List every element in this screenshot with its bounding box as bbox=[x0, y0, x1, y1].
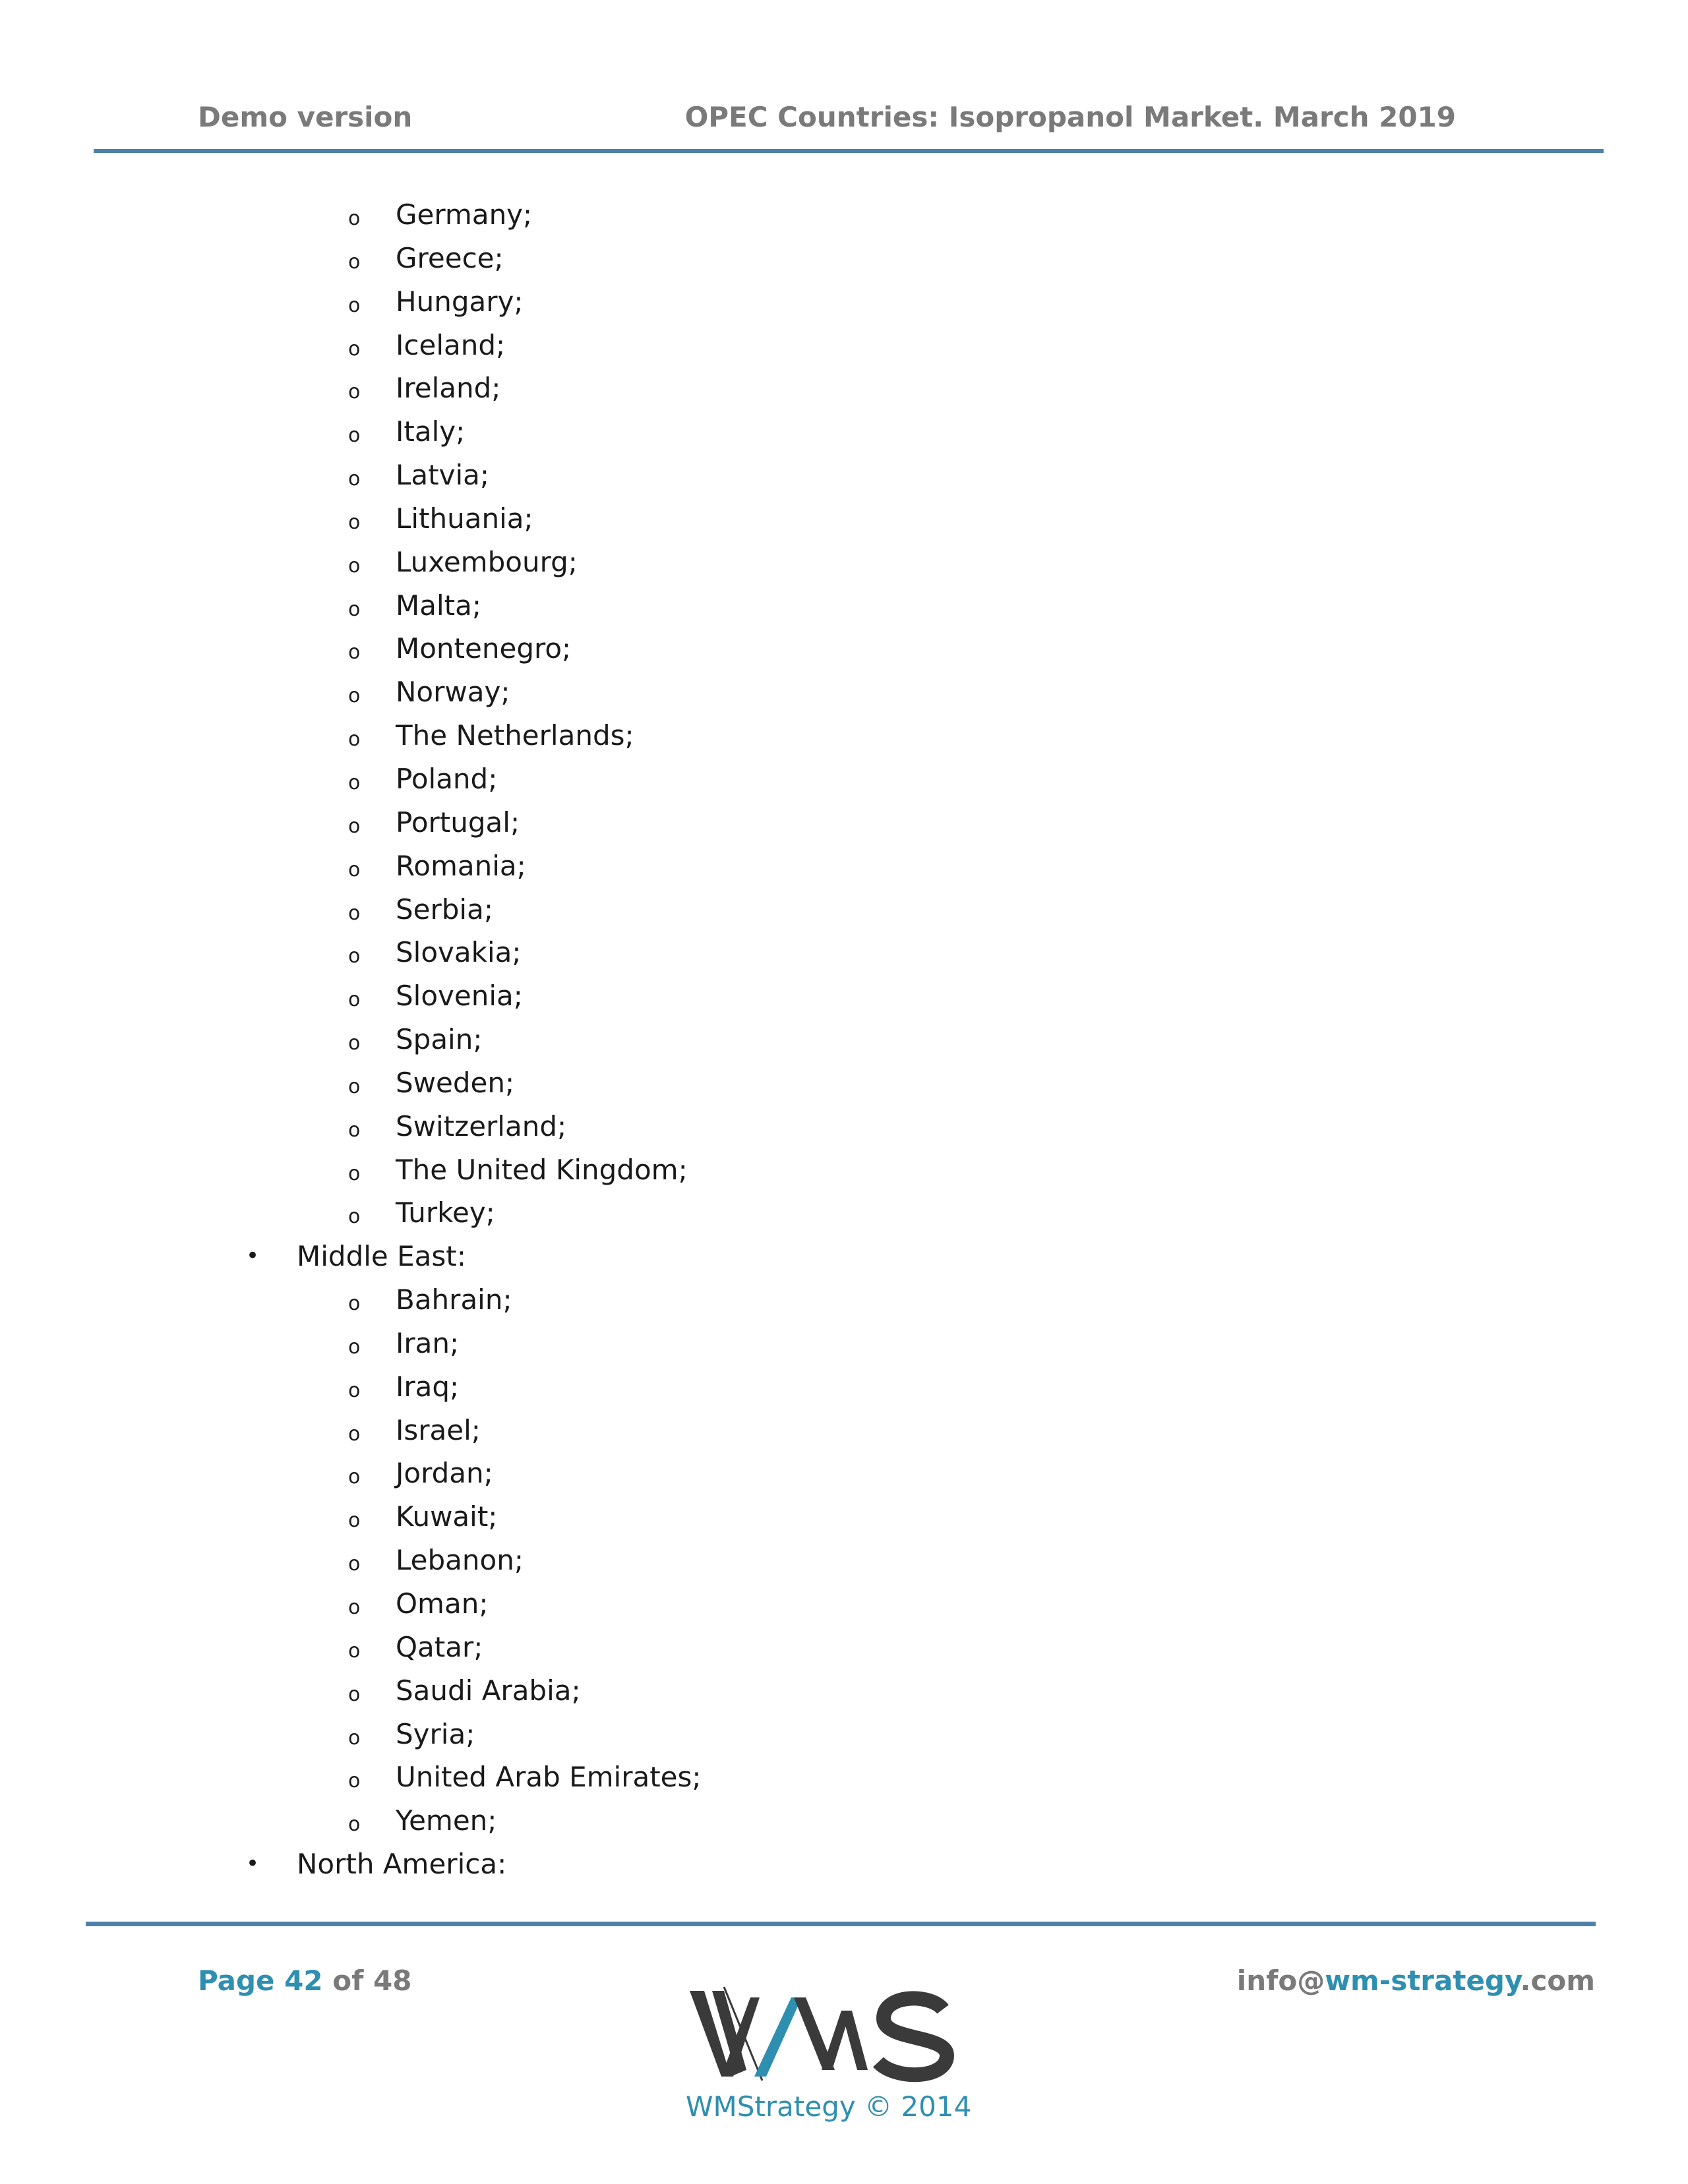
circle-bullet-icon: o bbox=[348, 1813, 361, 1837]
circle-bullet-icon: o bbox=[348, 1075, 361, 1098]
list-item bbox=[0, 627, 1688, 670]
page-total: 48 bbox=[373, 1964, 412, 1997]
list-item-text: Italy; bbox=[396, 415, 466, 448]
header-demo-label: Demo version bbox=[198, 101, 413, 133]
bullet-icon: • bbox=[246, 1850, 260, 1877]
list-item bbox=[0, 1669, 1688, 1713]
list-item bbox=[0, 1495, 1688, 1539]
circle-bullet-icon: o bbox=[348, 1769, 361, 1793]
circle-bullet-icon: o bbox=[348, 1639, 361, 1663]
circle-bullet-icon: o bbox=[348, 1292, 361, 1316]
list-item bbox=[0, 757, 1688, 801]
page-counter bbox=[198, 1961, 411, 2001]
list-item-text: Romania; bbox=[396, 849, 526, 882]
list-item-text: Montenegro; bbox=[396, 632, 572, 665]
circle-bullet-icon: o bbox=[348, 467, 361, 491]
list-item-text: Hungary; bbox=[396, 285, 524, 318]
circle-bullet-icon: o bbox=[348, 1335, 361, 1359]
circle-bullet-icon: o bbox=[348, 728, 361, 752]
circle-bullet-icon: o bbox=[348, 988, 361, 1012]
list-item-text: Yemen; bbox=[396, 1804, 497, 1837]
header-divider bbox=[94, 149, 1604, 153]
list-item-text: The Netherlands; bbox=[396, 719, 634, 752]
circle-bullet-icon: o bbox=[348, 337, 361, 361]
list-item-text: Lithuania; bbox=[396, 502, 533, 535]
circle-bullet-icon: o bbox=[348, 814, 361, 838]
list-item-text: Latvia; bbox=[396, 459, 490, 492]
list-item bbox=[0, 1061, 1688, 1105]
page-word: Page bbox=[198, 1964, 275, 1997]
circle-bullet-icon: o bbox=[348, 945, 361, 968]
list-item-text: Luxembourg; bbox=[396, 545, 578, 578]
circle-bullet-icon: o bbox=[348, 684, 361, 708]
list-item-text: Greece; bbox=[396, 241, 504, 274]
list-item-text: Germany; bbox=[396, 198, 533, 231]
wms-logo bbox=[686, 1971, 963, 2096]
email-user: info@ bbox=[1236, 1964, 1325, 1997]
circle-bullet-icon: o bbox=[348, 1422, 361, 1446]
circle-bullet-icon: o bbox=[348, 1205, 361, 1229]
contact-email bbox=[1237, 1961, 1595, 2001]
list-item-text: Saudi Arabia; bbox=[396, 1674, 581, 1707]
list-item bbox=[0, 367, 1688, 410]
logo-caption: WMStrategy © 2014 bbox=[686, 2090, 972, 2123]
list-item-text: Oman; bbox=[396, 1587, 489, 1620]
circle-bullet-icon: o bbox=[348, 771, 361, 794]
list-item bbox=[0, 497, 1688, 541]
circle-bullet-icon: o bbox=[348, 380, 361, 404]
list-item-text: Poland; bbox=[396, 762, 498, 795]
list-item-text: Slovakia; bbox=[396, 936, 522, 969]
circle-bullet-icon: o bbox=[348, 293, 361, 317]
list-item bbox=[0, 1713, 1688, 1756]
list-item-text: Middle East: bbox=[297, 1240, 466, 1273]
circle-bullet-icon: o bbox=[348, 1596, 361, 1619]
list-item bbox=[0, 410, 1688, 454]
header-document-title: OPEC Countries: Isopropanol Market. March 2019 bbox=[684, 101, 1456, 133]
list-item bbox=[0, 1409, 1688, 1452]
list-item-text: United Arab Emirates; bbox=[396, 1761, 702, 1794]
list-item bbox=[0, 1322, 1688, 1365]
list-item bbox=[0, 454, 1688, 497]
list-item-text: Malta; bbox=[396, 589, 481, 622]
circle-bullet-icon: o bbox=[348, 1726, 361, 1750]
list-item-text: Lebanon; bbox=[396, 1544, 524, 1577]
circle-bullet-icon: o bbox=[348, 1509, 361, 1533]
circle-bullet-icon: o bbox=[348, 1118, 361, 1142]
list-item-text: Sweden; bbox=[396, 1066, 515, 1099]
list-item bbox=[0, 541, 1688, 584]
list-item bbox=[0, 670, 1688, 714]
list-item-text: Spain; bbox=[396, 1023, 483, 1056]
list-item-text: North America: bbox=[297, 1848, 507, 1881]
list-item-text: Serbia; bbox=[396, 893, 493, 926]
list-item bbox=[0, 1365, 1688, 1409]
list-item-text: Slovenia; bbox=[396, 980, 523, 1013]
list-item bbox=[0, 1799, 1688, 1843]
list-item-heading bbox=[0, 1235, 1688, 1278]
list-item bbox=[0, 714, 1688, 757]
bullet-icon: • bbox=[246, 1243, 260, 1270]
list-item-text: Israel; bbox=[396, 1413, 481, 1446]
list-item-text: Syria; bbox=[396, 1717, 475, 1750]
circle-bullet-icon: o bbox=[348, 1378, 361, 1402]
list-item-text: Jordan; bbox=[396, 1457, 493, 1490]
list-item-text: Qatar; bbox=[396, 1630, 483, 1663]
circle-bullet-icon: o bbox=[348, 207, 361, 230]
list-item-text: Bahrain; bbox=[396, 1284, 512, 1316]
circle-bullet-icon: o bbox=[348, 1682, 361, 1706]
list-item bbox=[0, 801, 1688, 844]
email-domain: wm-strategy bbox=[1325, 1964, 1521, 1997]
circle-bullet-icon: o bbox=[348, 1465, 361, 1489]
country-list bbox=[0, 193, 1688, 1886]
list-item bbox=[0, 844, 1688, 888]
list-item bbox=[0, 280, 1688, 324]
circle-bullet-icon: o bbox=[348, 1552, 361, 1576]
list-item-text: Kuwait; bbox=[396, 1500, 498, 1533]
of-word: of bbox=[332, 1964, 364, 1997]
wms-logo-mark bbox=[690, 1987, 947, 2081]
list-item-text: Portugal; bbox=[396, 806, 520, 839]
circle-bullet-icon: o bbox=[348, 424, 361, 448]
circle-bullet-icon: o bbox=[348, 250, 361, 274]
list-item bbox=[0, 931, 1688, 974]
circle-bullet-icon: o bbox=[348, 510, 361, 534]
list-item-text: Iran; bbox=[396, 1326, 460, 1359]
list-item-text: The United Kingdom; bbox=[396, 1153, 688, 1186]
circle-bullet-icon: o bbox=[348, 554, 361, 577]
list-item bbox=[0, 1105, 1688, 1148]
list-item-text: Iceland; bbox=[396, 328, 506, 361]
list-item bbox=[0, 1756, 1688, 1799]
list-item bbox=[0, 324, 1688, 367]
list-item-text: Ireland; bbox=[396, 372, 501, 405]
list-item-text: Norway; bbox=[396, 676, 510, 709]
email-tld: .com bbox=[1520, 1964, 1595, 1997]
list-item-text: Iraq; bbox=[396, 1370, 460, 1403]
list-item bbox=[0, 1626, 1688, 1669]
list-item bbox=[0, 193, 1688, 237]
circle-bullet-icon: o bbox=[348, 1032, 361, 1055]
list-item bbox=[0, 1452, 1688, 1495]
list-item bbox=[0, 1191, 1688, 1235]
list-item bbox=[0, 237, 1688, 280]
list-item bbox=[0, 1582, 1688, 1626]
list-item-text: Switzerland; bbox=[396, 1109, 567, 1142]
list-item bbox=[0, 1018, 1688, 1061]
list-item bbox=[0, 1148, 1688, 1192]
circle-bullet-icon: o bbox=[348, 901, 361, 925]
footer-divider bbox=[86, 1922, 1596, 1926]
list-item bbox=[0, 584, 1688, 628]
list-item-heading bbox=[0, 1843, 1688, 1886]
circle-bullet-icon: o bbox=[348, 597, 361, 621]
circle-bullet-icon: o bbox=[348, 858, 361, 881]
circle-bullet-icon: o bbox=[348, 641, 361, 664]
list-item bbox=[0, 1278, 1688, 1322]
list-item bbox=[0, 974, 1688, 1018]
circle-bullet-icon: o bbox=[348, 1162, 361, 1185]
list-item bbox=[0, 1539, 1688, 1582]
list-item-text: Turkey; bbox=[396, 1196, 495, 1229]
list-item bbox=[0, 888, 1688, 931]
page-number: 42 bbox=[284, 1964, 323, 1997]
